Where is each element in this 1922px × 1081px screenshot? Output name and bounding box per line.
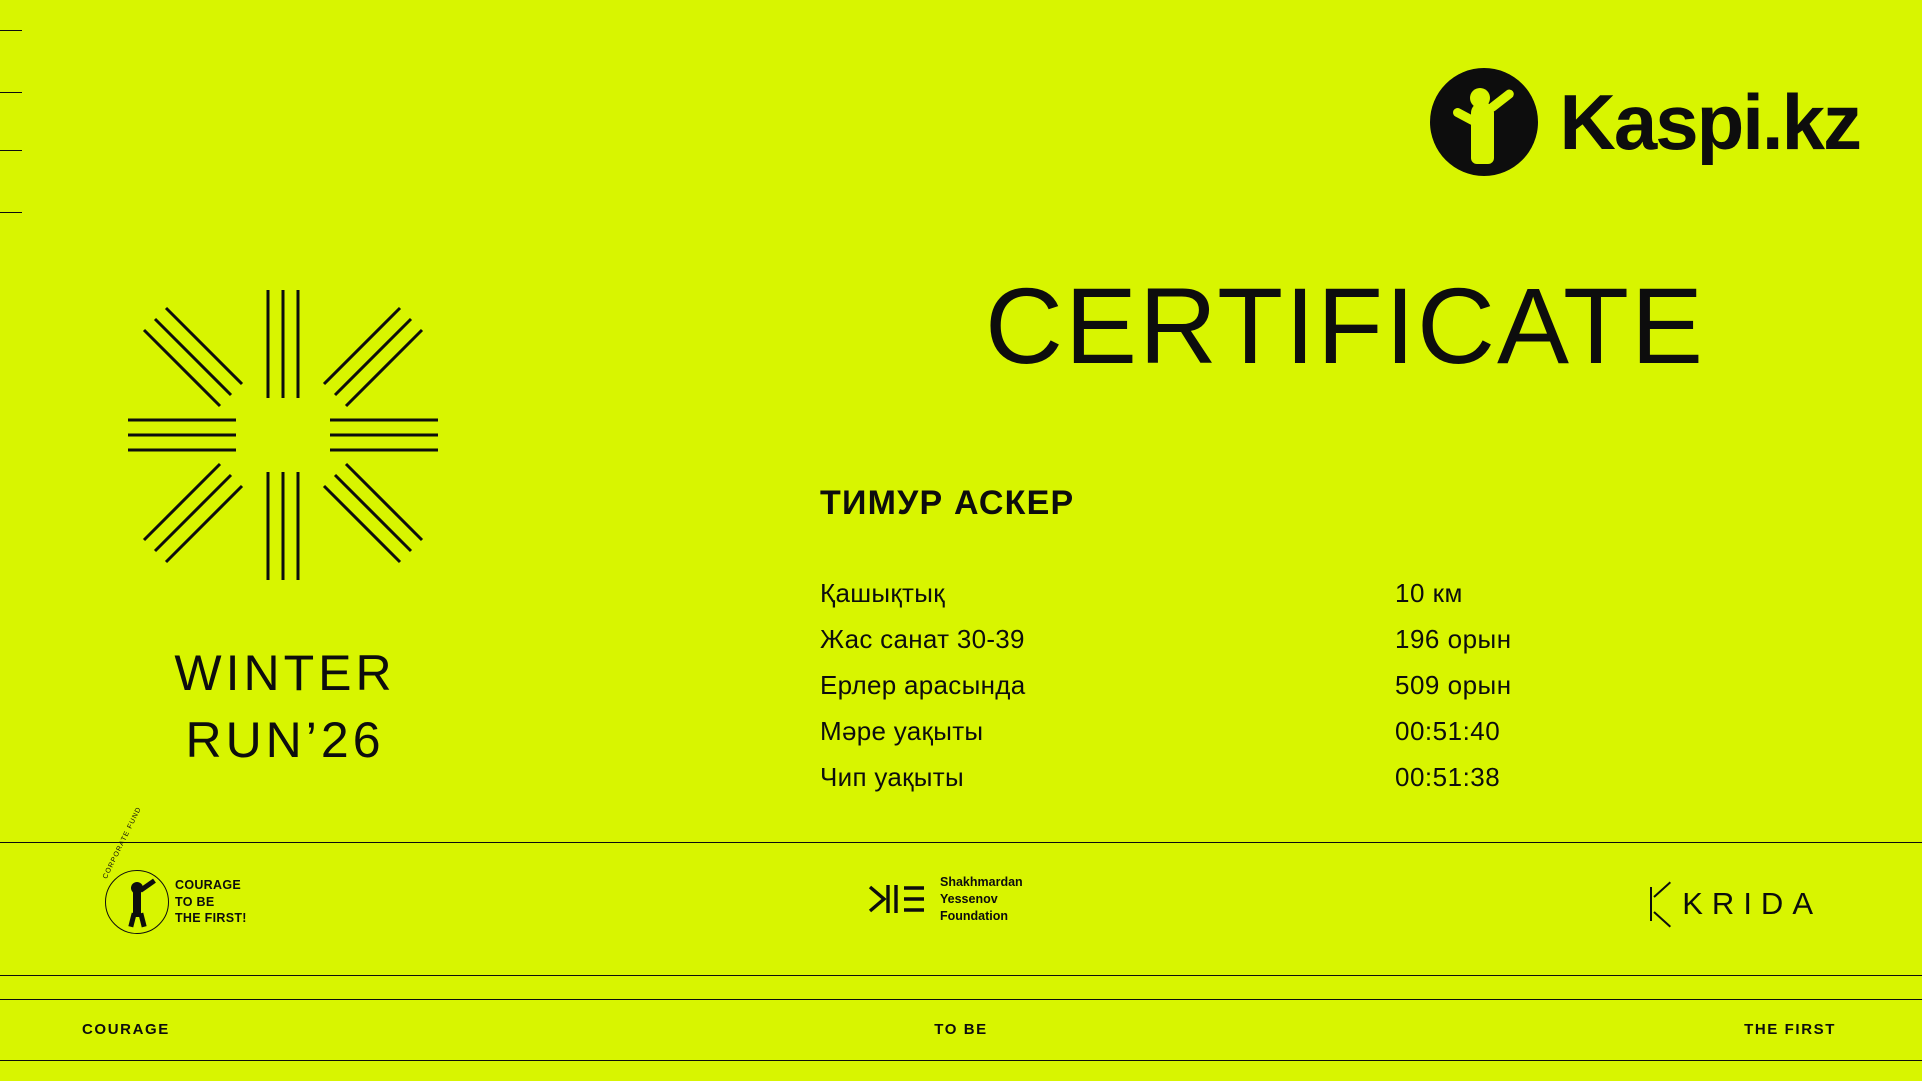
partner-caption: [940, 874, 1023, 925]
partner-krida: [1650, 886, 1822, 922]
table-row: [820, 624, 1580, 655]
page-title: CERTIFICATE: [985, 265, 1706, 386]
crop-mark: [0, 92, 22, 93]
partner-caption-line2: Yessenov: [940, 891, 998, 906]
footer-slogan: [0, 1021, 1922, 1055]
table-row: [820, 716, 1580, 747]
table-row: [820, 670, 1580, 701]
divider: [0, 842, 1922, 843]
snowflake-starburst-icon: [128, 290, 438, 580]
crop-mark: [0, 30, 22, 31]
footer-right: THE FIRST: [1744, 1021, 1836, 1038]
result-value: 196 орын: [1395, 624, 1512, 654]
partner-caption-line2: TO BE: [175, 894, 215, 909]
result-value: 10 км: [1395, 578, 1463, 608]
partner-caption-line1: COURAGE: [175, 877, 241, 892]
table-row: [820, 762, 1580, 793]
result-value: 509 орын: [1395, 670, 1512, 700]
partner-logos: [0, 805, 1922, 970]
corporate-fund-ring-text: CORPORATE FUND: [102, 805, 144, 881]
corporate-fund-runner-icon: [102, 805, 169, 934]
partner-caption-line3: Foundation: [940, 908, 1009, 923]
divider: [0, 999, 1922, 1000]
crop-mark: [0, 150, 22, 151]
partner-caption: [175, 877, 247, 928]
kaspi-wordmark: Kaspi.kz: [1559, 78, 1860, 166]
result-label: Мәре уақыты: [820, 716, 984, 746]
krida-wordmark: KRIDA: [1682, 886, 1822, 921]
crop-mark: [0, 212, 22, 213]
yessenov-monogram-icon: [866, 879, 930, 919]
result-label: Ерлер арасында: [820, 670, 1026, 700]
event-name-line1: WINTER: [174, 645, 396, 701]
partner-caption-line3: THE FIRST!: [175, 911, 247, 926]
result-label: Чип уақыты: [820, 762, 964, 792]
result-label: Жас санат 30-39: [820, 624, 1025, 654]
partner-yessenov-foundation: [866, 874, 1023, 925]
partner-corporate-fund: [102, 805, 247, 934]
result-value: 00:51:40: [1395, 716, 1501, 746]
result-label: Қашықтық: [820, 578, 945, 608]
krida-k-icon: [1650, 887, 1676, 921]
event-name-line2: RUN’26: [185, 712, 385, 768]
footer-middle: TO BE: [934, 1021, 988, 1038]
results-table: [820, 578, 1580, 808]
footer-left: COURAGE: [82, 1021, 170, 1038]
partner-caption-line1: Shakhmardan: [940, 875, 1023, 889]
athlete-name: ТИМУР АСКЕР: [820, 484, 1075, 522]
divider: [0, 1060, 1922, 1061]
divider: [0, 975, 1922, 976]
event-name: [130, 640, 440, 774]
kaspi-person-circle-icon: [1430, 68, 1538, 176]
kaspi-logo: [1430, 68, 1860, 176]
result-value: 00:51:38: [1395, 762, 1501, 792]
table-row: [820, 578, 1580, 609]
